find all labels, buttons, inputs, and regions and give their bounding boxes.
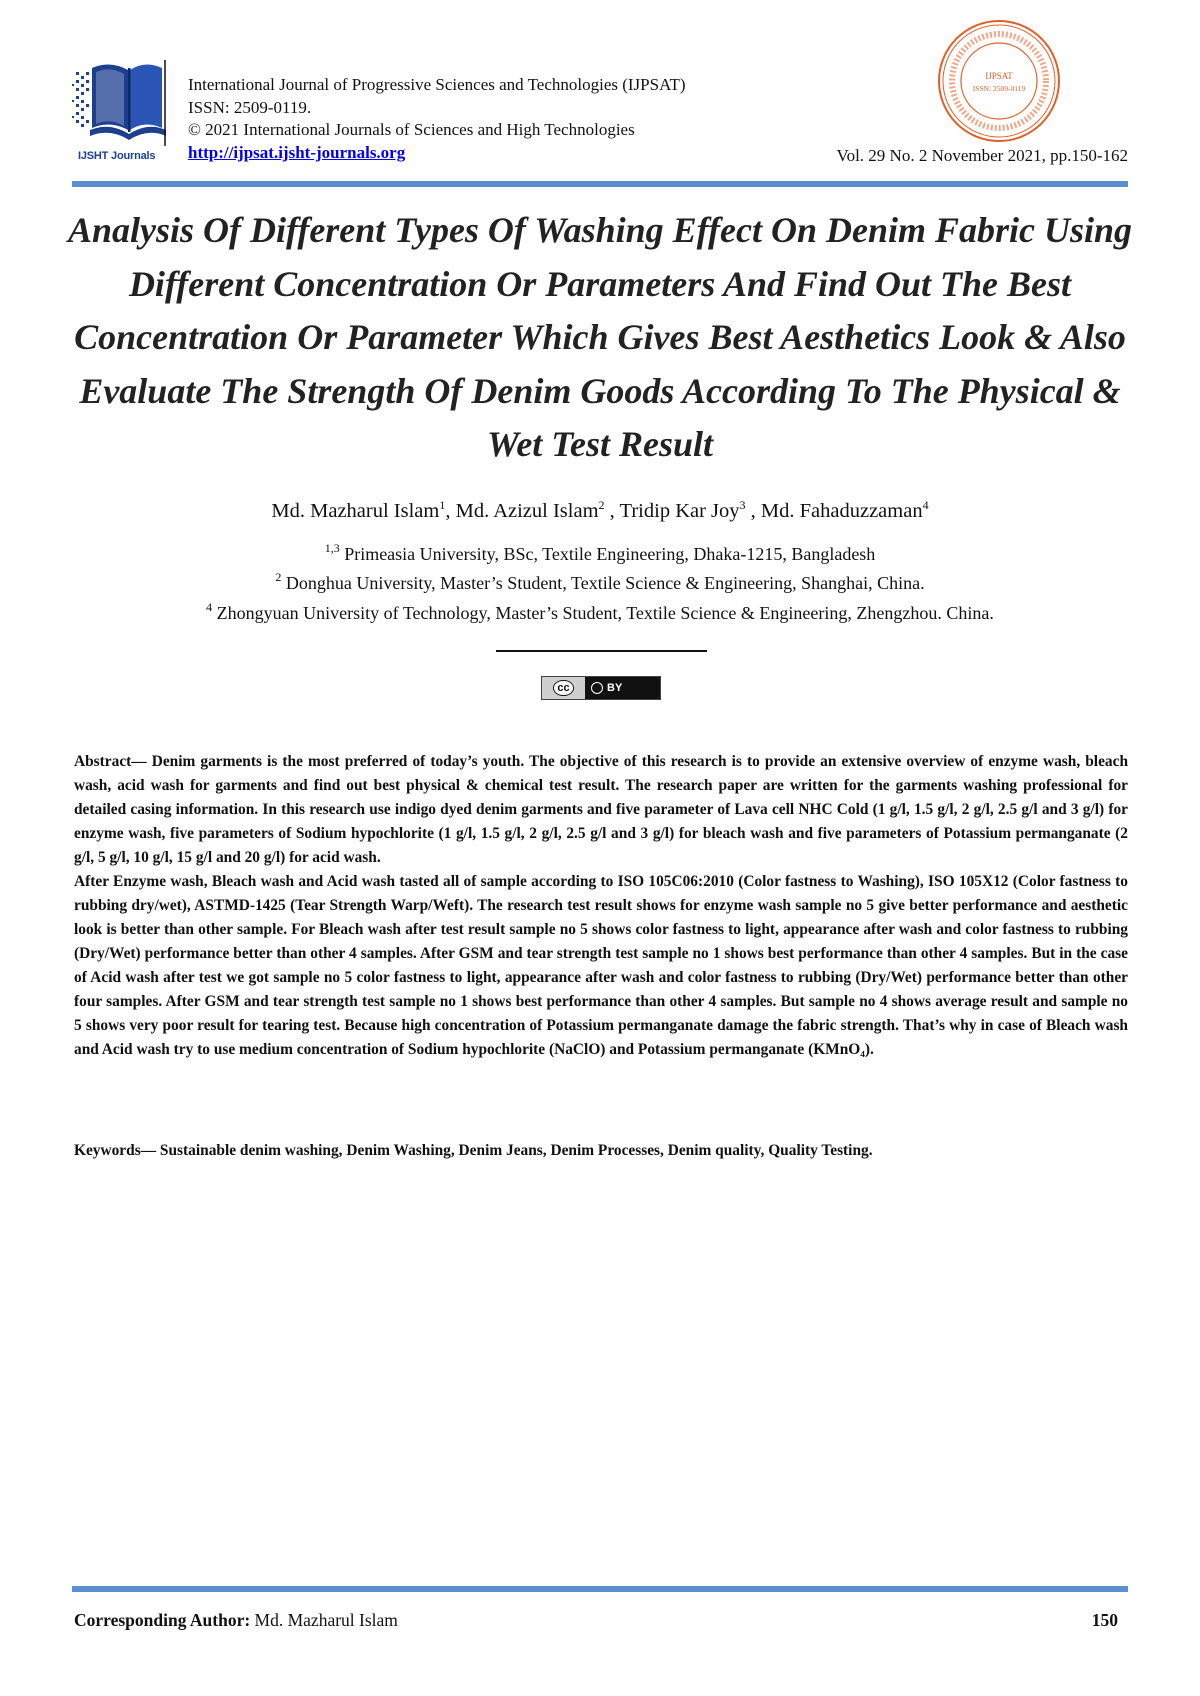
journal-url-link[interactable]: http://ijpsat.ijsht-journals.org (188, 142, 406, 162)
separator-rule (496, 650, 707, 652)
abstract-paragraph: After Enzyme wash, Bleach wash and Acid wash tasted all of sample according to ISO 105C06:2010 (Color fastness to Washing), ISO 105X12 (Color fastness to rubbing dry/wet), ASTMD-1425 (Tear Strength Warp/Weft). The research test result shows for enzyme wash sample no 5 give better performance and aesthetic look is better than other sample. For Bleach wash after test result sample no 5 shows color fastness to light, appearance after wash and color fastness to rubbing (Dry/Wet) performance better than other 4 samples. After GSM and tear strength test sample no 1 shows best performance than other 4 samples. But in the case of Acid wash after test we got sample no 5 color fastness to light, appearance after wash and color fastness to rubbing (Dry/Wet) performance better than other four samples. After GSM and tear strength test sample no 1 shows best performance than other 4 samples. But sample no 4 shows average result and sample no 5 shows very poor result for tearing test. Because high concentration of Potassium permanganate damage the fabric strength. That’s why in case of Bleach wash and Acid wash try to use medium concentration of Sodium hypochlorite (NaClO) and Potassium permanganate (KMnO₄). (74, 873, 1128, 1058)
author-list: Md. Mazharul Islam$^1$, Md. Azizul Islam$^2$ , Tridip Kar Joy$^3$ , Md. Fahaduzzaman$^4$ (271, 498, 929, 522)
corresponding-author-label: Corresponding Author: (74, 1610, 251, 1630)
corresponding-author (74, 1610, 398, 1631)
attribution-icon (591, 682, 603, 694)
journal-issn: ISSN: 2509-0119. (188, 97, 312, 117)
author-name: Tridip Kar Joy (619, 500, 740, 522)
journal-info (188, 74, 686, 164)
paper-title: Analysis Of Different Types Of Washing Effect On Denim Fabric Using Different Concentration Or Parameters And Find Out The Best Concentration Or Parameter Which Gives Best Aesthetics Look & Also Evaluate The Strength Of Denim Goods According To The Physical & Wet Test Result (67, 210, 1133, 464)
author-name: Md. Fahaduzzaman (760, 500, 923, 522)
cc-icon: cc (542, 677, 585, 699)
affiliation: $^2$ Donghua University, Master’s Student, Textile Science & Engineering, Shanghai, China. (275, 570, 925, 593)
seal-issn: ISSN: 2509-0119 (972, 84, 1026, 93)
keywords: Keywords— Sustainable denim washing, Denim Washing, Denim Jeans, Denim Processes, Denim quality, Quality Testing. (74, 1142, 873, 1159)
author-sup: 4 (922, 498, 929, 512)
author-sup: 3 (739, 498, 746, 512)
author-sup: 2 (598, 498, 605, 512)
cc-by-label: BY (607, 682, 623, 694)
logo-caption: IJSHT Journals (78, 150, 156, 162)
cc-by-license-badge[interactable] (541, 676, 661, 700)
abstract (74, 750, 1128, 1062)
abstract-paragraph: Abstract— Denim garments is the most preferred of today’s youth. The objective of this research is to provide an extensive overview of enzyme wash, bleach wash, acid wash for garments and find out best physical & chemical test result. The research paper are written for the garments washing professional for detailed casing information. In this research use indigo dyed denim garments and five parameter of Lava cell NHC Cold (1 g/l, 1.5 g/l, 2 g/l, 2.5 g/l and 3 g/l) for enzyme wash, five parameters of Sodium hypochlorite (1 g/l, 1.5 g/l, 2 g/l, 2.5 g/l and 3 g/l) for bleach wash and five parameters of Potassium permanganate (2 g/l, 5 g/l, 10 g/l, 15 g/l and 20 g/l) for acid wash. (74, 753, 1128, 866)
author-name: Md. Azizul Islam (455, 500, 599, 522)
journal-seal-stamp (936, 18, 1062, 144)
volume-info: Vol. 29 No. 2 November 2021, pp.150-162 (836, 146, 1128, 165)
seal-title: IJPSAT (985, 71, 1013, 81)
journal-copyright: © 2021 International Journals of Sciences and High Technologies (188, 120, 635, 139)
footer-rule (72, 1586, 1128, 1592)
affiliation: $^4$ Zhongyuan University of Technology, Master’s Student, Textile Science & Engineering, Zhengzhou. China. (206, 600, 994, 623)
author-sup: 1 (439, 498, 446, 512)
header-rule (72, 181, 1128, 187)
affiliation: $^{1,3}$ Primeasia University, BSc, Textile Engineering, Dhaka-1215, Bangladesh (324, 541, 876, 564)
page-number: 150 (1091, 1610, 1118, 1630)
ijsht-logo (70, 58, 170, 163)
journal-name: International Journal of Progressive Sciences and Technologies (IJPSAT) (188, 75, 686, 94)
corresponding-author-name: Md. Mazharul Islam (254, 1610, 398, 1630)
author-name: Md. Mazharul Islam (271, 500, 440, 522)
